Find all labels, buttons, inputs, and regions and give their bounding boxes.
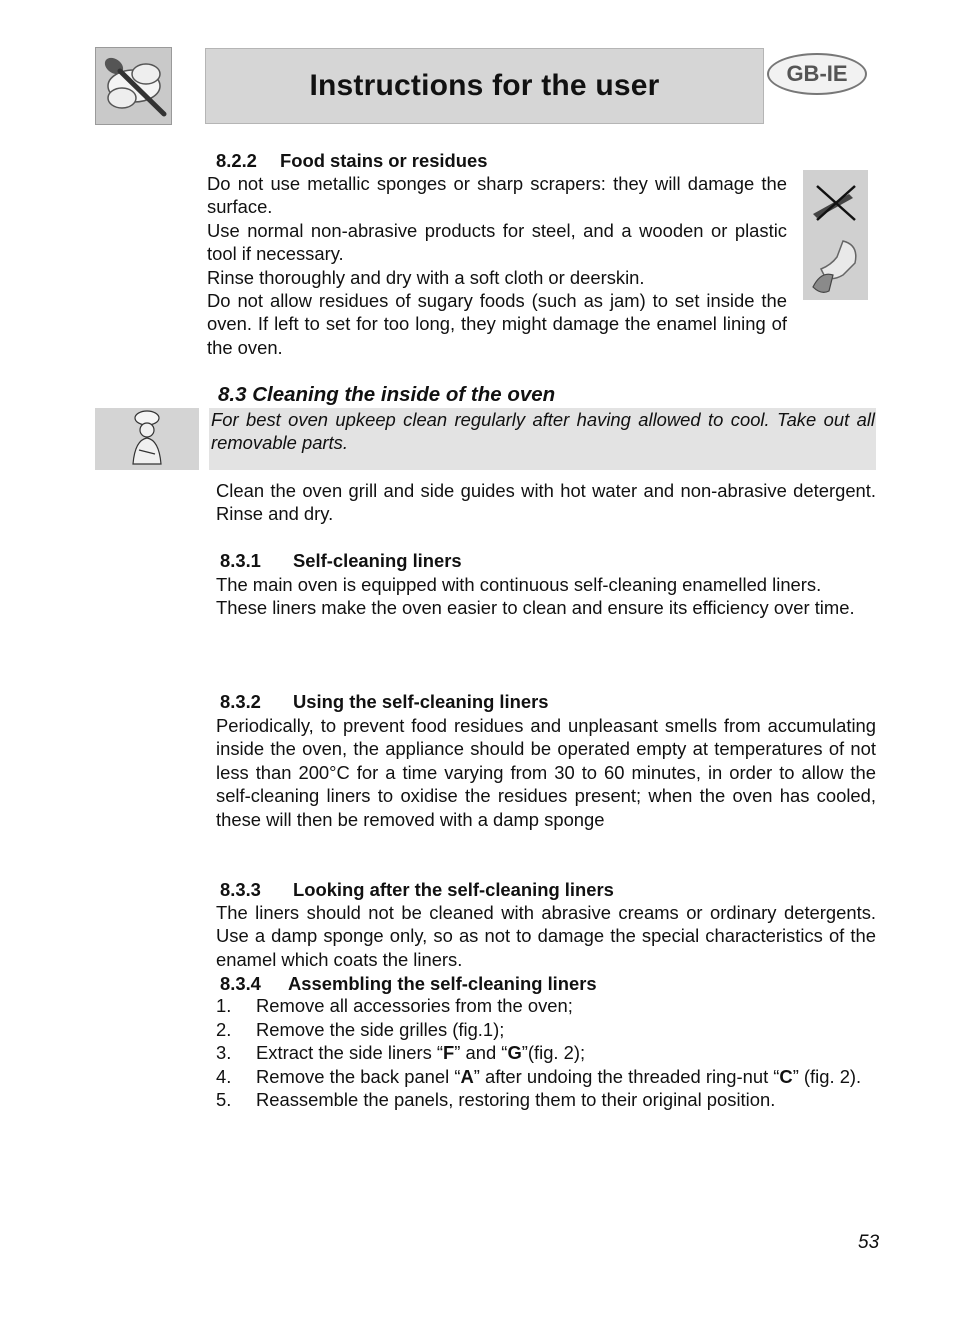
section-heading-831 (220, 549, 462, 572)
gloved-hand-cloth-icon (803, 235, 868, 300)
page-title: Instructions for the user (309, 69, 660, 102)
step-text-part: ” and “ (454, 1042, 508, 1064)
step-text-part: ” (fig. 2). (792, 1065, 862, 1087)
paragraph: Do not use metallic sponges or sharp scrapers: they will damage the surface. (207, 173, 787, 218)
step-text-part: Remove the back panel “ (256, 1065, 461, 1087)
section-title: Assembling the self-cleaning liners (288, 973, 597, 994)
section-heading-822 (216, 149, 487, 172)
paragraph: The main oven is equipped with continuous self-cleaning enamelled liners. (216, 574, 822, 595)
list-item (216, 1065, 876, 1089)
section-title: Looking after the self-cleaning liners (293, 879, 614, 900)
section-822-body (207, 172, 787, 359)
step-text-part: ”(fig. 2); (521, 1042, 586, 1064)
list-item (216, 1088, 876, 1112)
step-number: 5. (216, 1089, 232, 1111)
step-text-part: Extract the side liners “ (256, 1042, 444, 1064)
region-badge: GB-IE (767, 53, 867, 95)
list-item (216, 1018, 876, 1042)
step-text: Remove the side grilles (fig.1); (256, 1018, 505, 1040)
paragraph: These liners make the oven easier to clean and ensure its efficiency over time. (216, 597, 855, 619)
spoon-chef-hat-icon (96, 48, 171, 124)
section-heading-834 (220, 972, 597, 995)
section-title: Using the self-cleaning liners (293, 691, 549, 712)
chef-icon-box (95, 408, 199, 470)
section-833-body: The liners should not be cleaned with abrasive creams or ordinary detergents. Use a damp sponge only, so as not to damage the special characteristics of the enamel which coats the liners. (216, 902, 876, 970)
list-item (216, 994, 876, 1018)
section-number: 8.3.2 (220, 691, 261, 712)
section-83-body: Clean the oven grill and side guides with hot water and non-abrasive detergent. Rinse and dry. (216, 480, 876, 525)
list-item (216, 1041, 876, 1065)
step-text (256, 1041, 876, 1065)
section-number: 8.3.4 (220, 973, 261, 994)
part-label-a: A (460, 1065, 474, 1087)
note-text: For best oven upkeep clean regularly after having allowed to cool. Take out all removable parts. (211, 409, 875, 454)
part-label-c: C (779, 1065, 793, 1087)
step-text: Remove all accessories from the oven; (256, 995, 573, 1016)
crossed-scraper-icon (803, 170, 868, 235)
section-heading-832 (220, 690, 549, 713)
chef-icon (95, 408, 199, 470)
section-title: Food stains or residues (280, 150, 488, 171)
step-number: 2. (216, 1018, 232, 1040)
section-831-body (216, 573, 876, 620)
part-label-g: G (507, 1042, 522, 1064)
cleaning-icons-box (803, 170, 868, 300)
section-number: 8.3.3 (220, 879, 261, 900)
step-text-part: ” after undoing the threaded ring-nut “ (473, 1065, 780, 1087)
paragraph: Rinse thoroughly and dry with a soft cloth or deerskin. (207, 266, 645, 288)
header-title-bar (205, 48, 764, 124)
section-number: 8.2.2 (216, 150, 257, 171)
step-text: Reassemble the panels, restoring them to their original position. (256, 1089, 776, 1111)
assembly-steps-list (216, 994, 876, 1112)
step-number: 1. (216, 995, 232, 1016)
step-number: 3. (216, 1042, 232, 1064)
section-heading-83: 8.3 Cleaning the inside of the oven (218, 383, 556, 406)
logo-box (95, 47, 172, 125)
paragraph: Do not allow residues of sugary foods (such as jam) to set inside the oven. If left to set for too long, they might damage the enamel lining of the oven. (207, 290, 787, 358)
step-text (256, 1065, 876, 1089)
section-832-body: Periodically, to prevent food residues and unpleasant smells from accumulating inside the oven, the appliance should be operated empty at temperatures of not less than 200°C for a time varying from 30 to 60 minutes, in order to allow the self-cleaning liners to oxidise the residues present; when the oven has cooled, these will then be removed with a damp sponge (216, 715, 876, 830)
part-label-f: F (443, 1042, 455, 1064)
section-title: Self-cleaning liners (293, 550, 462, 571)
section-number: 8.3.1 (220, 550, 261, 571)
step-number: 4. (216, 1065, 232, 1087)
paragraph: Use normal non-abrasive products for steel, and a wooden or plastic tool if necessary. (207, 219, 787, 265)
section-heading-833 (220, 878, 614, 901)
page-number: 53 (858, 1232, 880, 1253)
